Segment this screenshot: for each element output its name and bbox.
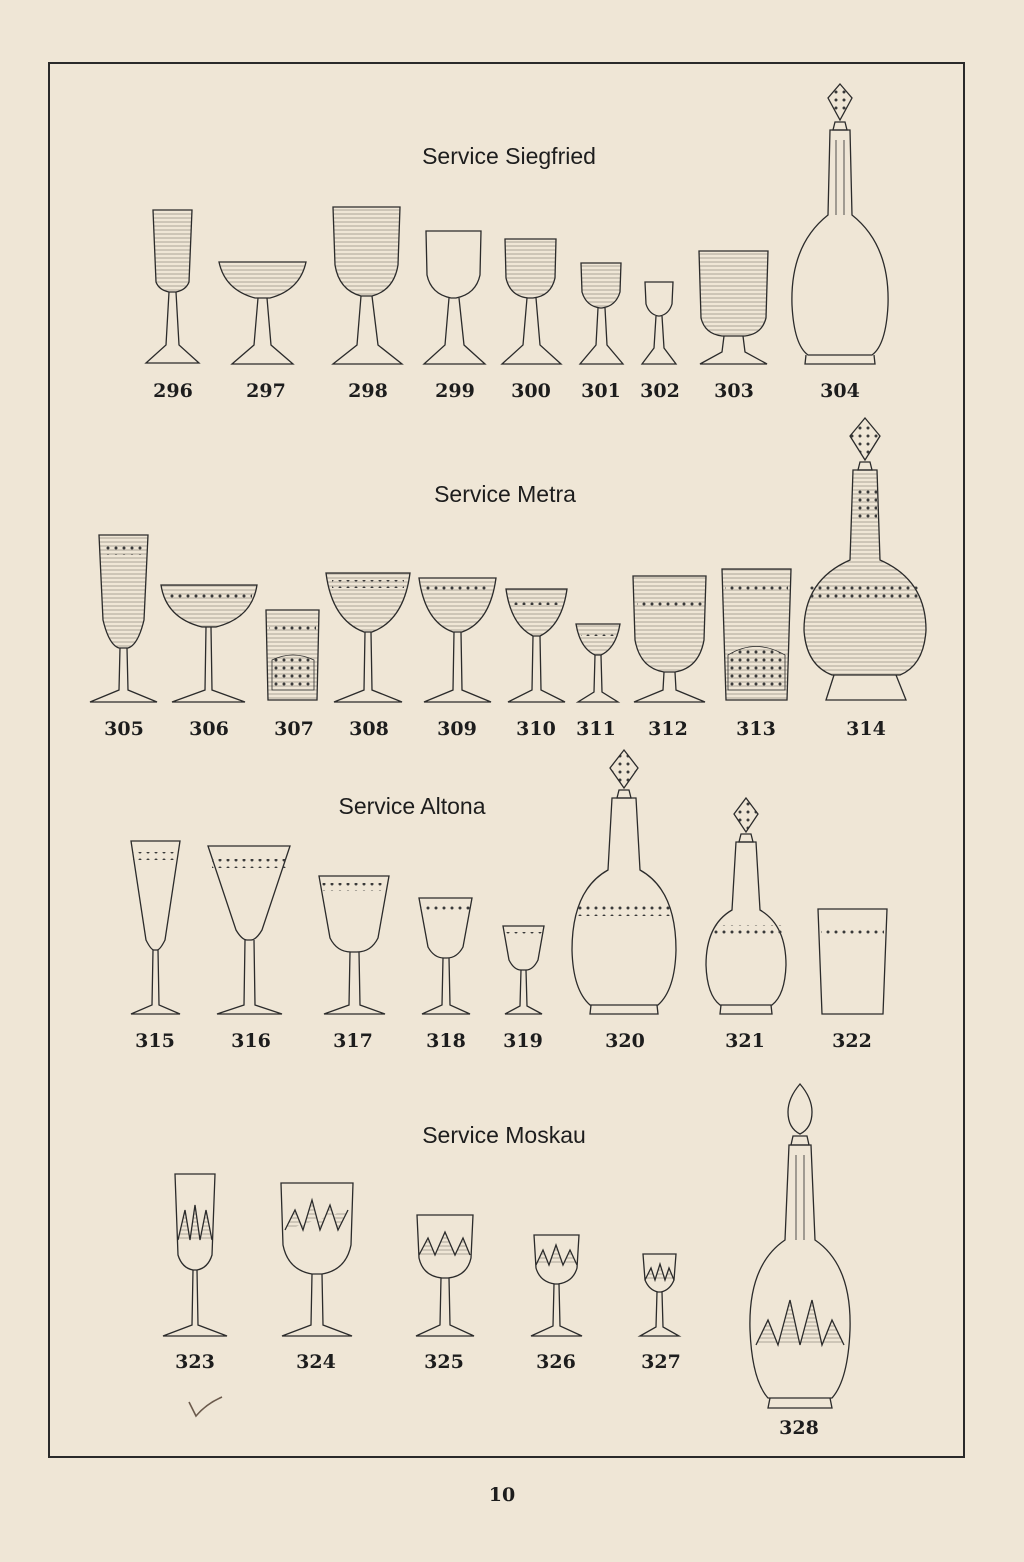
item-number: 298	[348, 380, 388, 402]
glass-296-icon	[146, 210, 199, 363]
glass-309-icon	[419, 578, 496, 702]
glass-327-icon	[640, 1254, 679, 1336]
item-number: 309	[437, 718, 477, 740]
decanter-328-icon	[750, 1084, 850, 1408]
glass-308-icon	[326, 573, 410, 702]
decanter-320-icon	[572, 750, 676, 1014]
glass-297-icon	[219, 262, 306, 364]
item-number: 297	[246, 380, 286, 402]
glass-305-icon	[90, 535, 157, 702]
item-number: 312	[648, 718, 688, 740]
checkmark-icon	[186, 1394, 226, 1420]
item-number: 323	[175, 1351, 215, 1373]
glass-324-icon	[281, 1183, 353, 1336]
decanter-321-icon	[706, 798, 786, 1014]
glass-303-icon	[699, 251, 768, 364]
glass-313-icon	[722, 569, 791, 700]
item-number: 320	[605, 1030, 645, 1052]
glass-299-icon	[424, 231, 485, 364]
item-number: 300	[511, 380, 551, 402]
glass-307-icon	[266, 610, 319, 700]
decanter-314-icon	[804, 418, 926, 700]
glass-317-icon	[319, 876, 389, 1014]
glass-325-icon	[416, 1215, 474, 1336]
glass-322-icon	[818, 909, 887, 1014]
item-number: 316	[231, 1030, 271, 1052]
item-number: 314	[846, 718, 886, 740]
item-number: 325	[424, 1351, 464, 1373]
item-number: 302	[640, 380, 680, 402]
glass-312-icon	[633, 576, 706, 702]
section-title-moskau: Service Moskau	[422, 1122, 586, 1148]
item-number: 315	[135, 1030, 175, 1052]
glass-310-icon	[506, 589, 567, 702]
glass-323-icon	[163, 1174, 227, 1336]
item-number: 303	[714, 380, 754, 402]
section-title-altona: Service Altona	[338, 793, 486, 819]
glass-298-icon	[333, 207, 402, 364]
item-number: 321	[725, 1030, 765, 1052]
item-number: 299	[435, 380, 475, 402]
decanter-304-icon	[792, 84, 888, 364]
glass-318-icon	[419, 898, 472, 1014]
item-number: 306	[189, 718, 229, 740]
item-number: 296	[153, 380, 193, 402]
glass-311-icon	[576, 624, 620, 702]
glass-300-icon	[502, 239, 561, 364]
section-title-metra: Service Metra	[434, 481, 576, 507]
item-number: 317	[333, 1030, 373, 1052]
item-number: 318	[426, 1030, 466, 1052]
page-number: 10	[488, 1484, 516, 1506]
item-number: 328	[779, 1417, 819, 1439]
item-number: 313	[736, 718, 776, 740]
glass-306-icon	[161, 585, 257, 702]
glass-301-icon	[580, 263, 623, 364]
item-number: 324	[296, 1351, 336, 1373]
item-number: 301	[581, 380, 621, 402]
item-number: 310	[516, 718, 556, 740]
item-number: 327	[641, 1351, 681, 1373]
glass-319-icon	[503, 926, 544, 1014]
item-number: 319	[503, 1030, 543, 1052]
item-number: 304	[820, 380, 860, 402]
glass-316-icon	[208, 846, 290, 1014]
section-title-siegfried: Service Siegfried	[422, 143, 596, 169]
item-number: 307	[274, 718, 314, 740]
item-number: 305	[104, 718, 144, 740]
item-number: 308	[349, 718, 389, 740]
item-number: 326	[536, 1351, 576, 1373]
glass-326-icon	[531, 1235, 582, 1336]
glass-302-icon	[642, 282, 676, 364]
item-number: 322	[832, 1030, 872, 1052]
item-number: 311	[576, 718, 616, 740]
glass-315-icon	[131, 841, 180, 1014]
